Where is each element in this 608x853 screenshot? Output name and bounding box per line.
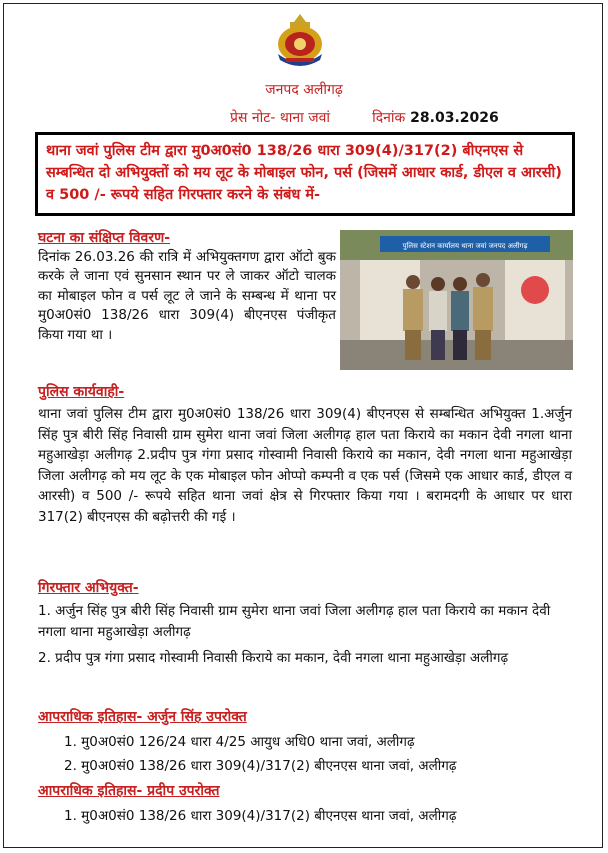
district-name: जनपद अलीगढ़: [265, 82, 343, 98]
list-item: 1. मु0अ0सं0 138/26 धारा 309(4)/317(2) बीएनएस थाना जवां, अलीगढ़: [64, 808, 457, 824]
police-action-text: थाना जवां पुलिस टीम द्वारा मु0अ0सं0 138/26 धारा 309(4) बीएनएस से सम्बन्धित अभियुक्त 1.अर्जुन सिंह पुत्र बीरी सिंह निवासी ग्राम सुमेरा थाना जवां जिला अलीगढ़ हाल पता किराये का मकान देवी नगला थाना महुआखेड़ा अलीगढ़ 2.प्रदीप पुत्र गंगा प्रसाद गोस्वामी निवासी किराये का मकान, देवी नगला थाना महुआखेड़ा जिला अलीगढ़ को मय लूट के एक मोबाइल फोन ओप्पो कम्पनी व एक पर्स (जिसमे एक आधार कार्ड, डीएल व आरसी) व 500 /- रूपये सहित थाना जवां क्षेत्र से गिरफ्तार किया गया । बरामदगी के आधार पर धारा 317(2) बीएनएस की बढ़ोत्तरी की गई ।: [38, 406, 572, 525]
press-note-line: [230, 108, 499, 127]
arrest-photo: [340, 230, 573, 370]
photo-banner-text: पुलिस स्टेशन कार्यालय थाना जवां जनपद अलीगढ़: [402, 242, 528, 250]
list-item: 2. मु0अ0सं0 138/26 धारा 309(4)/317(2) बीएनएस थाना जवां, अलीगढ़: [64, 758, 457, 774]
history-arjun-title: आपराधिक इतिहास- अर्जुन सिंह उपरोक्त: [38, 709, 247, 725]
headline-box: थाना जवां पुलिस टीम द्वारा मु0अ0सं0 138/26 धारा 309(4)/317(2) बीएनएस से सम्बन्धित दो अभियुक्तों को मय लूट के मोबाइल फोन, पर्स (जिसमें आधार कार्ड, डीएल व आरसी) व 500 /- रूपये सहित गिरफ्तार करने के संबंध में-: [35, 132, 575, 216]
history-arjun-list: [64, 730, 564, 778]
arrest-photo-image: [340, 230, 573, 370]
history-pradeep-list: [64, 804, 564, 828]
history-pradeep-title: आपराधिक इतिहास- प्रदीप उपरोक्त: [38, 783, 220, 799]
list-item: 2. प्रदीप पुत्र गंगा प्रसाद गोस्वामी निवासी किराये का मकान, देवी नगला थाना महुआखेड़ा अलीगढ़: [38, 650, 509, 666]
up-police-emblem-icon: [268, 10, 332, 70]
list-item: 1. मु0अ0सं0 126/24 धारा 4/25 आयुध अधि0 थाना जवां, अलीगढ़: [64, 734, 415, 750]
list-item: 1. अर्जुन सिंह पुत्र बीरी सिंह निवासी ग्राम सुमेरा थाना जवां जिला अलीगढ़ हाल पता किराये का मकान देवी नगला थाना महुआखेड़ा अलीगढ़: [38, 603, 551, 640]
arrested-title: गिरफ्तार अभियुक्त-: [38, 580, 139, 596]
incident-text: दिनांक 26.03.26 की रात्रि में अभियुक्तगण द्वारा ऑटो बुक करके ले जाना एवं सुनसान स्थान पर ले जाकर ऑटो चालक का मोबाइल फोन व पर्स लूट ले जाने के सम्बन्ध में थाना पर मु0अ0सं0 138/26 धारा 309(4) बीएनएस पंजीकृत किया गया था ।: [38, 249, 336, 343]
press-date: [372, 110, 499, 126]
date-value: 28.03.2026: [410, 110, 499, 126]
arrested-list: [38, 601, 572, 669]
press-note-title: प्रेस नोट- थाना जवां: [230, 110, 331, 126]
police-action-title: पुलिस कार्यवाही-: [38, 384, 125, 400]
date-label: दिनांक: [372, 110, 406, 126]
incident-title: घटना का संक्षिप्त विवरण-: [38, 230, 170, 246]
